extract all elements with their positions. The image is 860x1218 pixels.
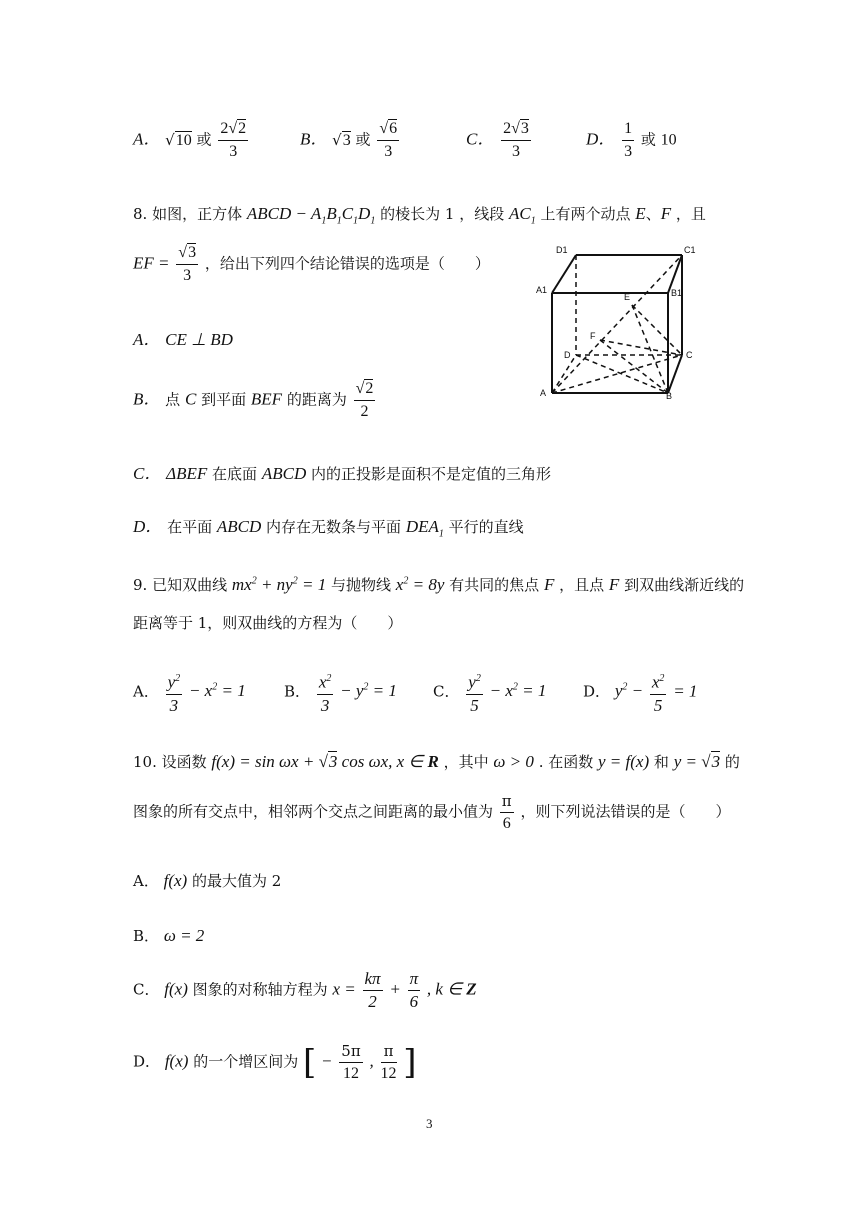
- q10-b-math: ω = 2: [163, 926, 205, 945]
- q8-a-label: A．: [133, 330, 161, 349]
- q10-text-e: 的: [724, 753, 740, 771]
- q10-pi6-frac: $\frac{\pi}{6}$: [501, 792, 512, 832]
- q8-b-label: B．: [133, 389, 161, 409]
- q8-c-abcd: ABCD: [261, 464, 307, 483]
- q7-option-c: [466, 118, 533, 163]
- q9-line1: [133, 574, 744, 595]
- q7-c-label: C．: [466, 129, 495, 149]
- q10-c-label: C．: [133, 980, 160, 999]
- q10-text-d: 和: [653, 753, 669, 771]
- label-b1: B1: [671, 288, 683, 298]
- q10-text-c: . 在函数: [538, 753, 594, 771]
- label-b: B: [666, 391, 673, 401]
- q8-b-text3: 的距离为: [286, 390, 347, 409]
- q10-d-comma: ,: [369, 1051, 374, 1071]
- q8-c-text1: 在底面: [212, 465, 258, 483]
- q8-line2: [133, 242, 490, 287]
- q10-a-text: 的最大值为 2: [192, 872, 282, 890]
- page-number: 3: [426, 1116, 433, 1131]
- q10-omega-pos: ω > 0: [493, 752, 534, 771]
- q7-c-fraction: $\frac{2√3}{3}$: [503, 120, 529, 160]
- q9-text-a: 9. 已知双曲线: [133, 576, 228, 594]
- q8-c-label: C．: [133, 464, 162, 483]
- q8-text3: ，且: [675, 205, 706, 223]
- q10-d-rbracket: ]: [403, 1042, 417, 1083]
- q7-d-label: D．: [586, 129, 616, 149]
- q8-line1: 8. 如图，正方体 ABCD − $A_1B_1C_1D_1$ 的棱长为 1 ，线段 $AC_1$ 上有两个动点 E、F ，且: [133, 204, 706, 227]
- q10-c-fx: f(x): [164, 979, 188, 999]
- label-a: A: [540, 388, 547, 398]
- q10-text-b: ，其中: [443, 753, 489, 771]
- q10-c-frac1: $\frac{k\pi}{2}$: [364, 969, 381, 1011]
- q10-d-text: 的一个增区间为: [193, 1052, 299, 1071]
- q9-b-frac: $\frac{x^2}{3}$: [317, 668, 334, 717]
- q9-c-label: C．: [433, 682, 460, 701]
- q8-d-abcd: ABCD: [216, 517, 262, 536]
- q8-ef-fraction: $\frac{√3}{3}$: [178, 244, 197, 284]
- q10-d-frac1: $\frac{5\pi}{12}$: [341, 1042, 361, 1082]
- q8-ef-eq: EF =: [133, 253, 170, 273]
- q10-option-b: [133, 925, 204, 946]
- q7-b-label: B．: [300, 129, 328, 149]
- q10-fx-def: f(x) = sin ωx + √3 cos ωx, x ∈ R: [211, 752, 439, 771]
- q8-b-c: C: [184, 389, 197, 409]
- q9-d-y2: $y^2$ −: [614, 681, 644, 701]
- q9-option-c: [433, 668, 546, 717]
- q7-d-fraction: $\frac{1}{3}$: [624, 120, 633, 160]
- q10-a-label: A．: [133, 872, 159, 890]
- q8-text1: 的棱长为 1 ，线段: [380, 205, 505, 223]
- q8-b-fraction: $\frac{√2}{2}$: [355, 380, 374, 420]
- cube-figure: [530, 238, 700, 408]
- q9-d-frac: $\frac{x^2}{5}$: [650, 668, 667, 717]
- q10-c-x-eq: x =: [332, 979, 356, 999]
- q9-d-label: D．: [583, 682, 611, 701]
- q10-d-frac2: $\frac{\pi}{12}$: [380, 1042, 397, 1082]
- q8-prefix: 8. 如图，正方体: [133, 205, 243, 223]
- q9-b-rest: − $y^2 = 1$: [340, 681, 397, 701]
- q8-d-text3: 平行的直线: [448, 518, 524, 536]
- q7-option-b: [300, 118, 401, 163]
- q10-d-minus: −: [321, 1051, 333, 1071]
- q7-a-sqrt10: √10: [165, 130, 192, 149]
- q10-option-c: [133, 968, 477, 1013]
- q9-a-frac: $\frac{y^2}{3}$: [166, 668, 183, 717]
- label-c: C: [686, 350, 693, 360]
- q9-a-label: A．: [133, 682, 159, 701]
- q10-c-kz: , k ∈ Z: [426, 979, 477, 999]
- q9-f1: F: [543, 575, 555, 594]
- label-c1: C1: [684, 245, 696, 255]
- q7-b-or: 或: [355, 130, 371, 149]
- q10-option-a: [133, 870, 281, 891]
- q9-text-b: 与抛物线: [331, 576, 392, 594]
- q10-option-d: [133, 1040, 417, 1085]
- q10-a-fx: f(x): [163, 871, 188, 890]
- q9-option-d: [583, 668, 697, 717]
- q7-a-label: A．: [133, 129, 161, 149]
- q8-b-bef: BEF: [250, 389, 283, 409]
- q9-option-a: [133, 668, 246, 717]
- q10-c-plus: +: [389, 979, 401, 999]
- q7-option-d: [586, 118, 677, 163]
- q9-line2: 距离等于 1，则双曲线的方程为（ ）: [133, 614, 403, 632]
- q9-option-b: [284, 668, 397, 717]
- q8-option-a: [133, 325, 233, 350]
- q9-a-rest: − $x^2 = 1$: [188, 681, 246, 701]
- q7-option-a: [133, 118, 250, 163]
- q9-c-rest: − $x^2 = 1$: [489, 681, 547, 701]
- q10-y-sqrt3: y = √3: [673, 752, 721, 771]
- q10-d-fx: f(x): [164, 1051, 189, 1071]
- q9-hyperbola: $mx^2 + ny^2 = 1$: [231, 575, 327, 594]
- q10-text-2b: ，则下列说法错误的是（ ）: [520, 802, 731, 821]
- q8-text2: 上有两个动点: [540, 205, 631, 223]
- q9-parabola: $x^2 = 8y$: [395, 575, 445, 594]
- q8-c-tri: ΔBEF: [166, 464, 208, 483]
- q9-text-d: ，且点: [559, 576, 605, 594]
- q8-option-d: [133, 512, 524, 539]
- q8-d-dea1: $DEA_1$: [405, 517, 444, 540]
- q7-a-fraction: $\frac{2√2}{3}$: [220, 120, 247, 160]
- q8-cube-name: ABCD − $A_1B_1C_1D_1$: [246, 204, 376, 227]
- q10-text-2a: 图象的所有交点中，相邻两个交点之间距离的最小值为: [133, 802, 494, 821]
- q8-d-label: D．: [133, 517, 163, 536]
- q9-text-c: 有共同的焦点: [449, 576, 540, 594]
- q10-d-lbracket: [: [302, 1042, 317, 1083]
- q8-c-text2: 内的正投影是面积不是定值的三角形: [311, 465, 552, 483]
- q8-d-text2: 内存在无数条与平面: [266, 518, 402, 536]
- q10-line2: [133, 790, 730, 835]
- q8-b-text2: 到平面: [201, 390, 247, 409]
- label-e: E: [624, 292, 631, 302]
- label-d: D: [564, 350, 571, 360]
- q8-f-point: F: [660, 204, 672, 223]
- q10-c-frac2: $\frac{\pi}{6}$: [409, 969, 419, 1011]
- label-d1: D1: [556, 245, 568, 255]
- q7-d-or: 或: [640, 130, 656, 149]
- q8-d-text1: 在平面: [167, 518, 213, 536]
- q7-b-sqrt3: √3: [332, 130, 351, 149]
- q10-line1: [133, 751, 740, 772]
- q10-d-label: D．: [133, 1052, 161, 1071]
- q8-text4: ，给出下列四个结论错误的选项是（ ）: [204, 254, 490, 273]
- label-a1: A1: [536, 285, 548, 295]
- q9-f2: F: [608, 575, 620, 594]
- q9-c-frac: $\frac{y^2}{5}$: [466, 668, 483, 717]
- q10-c-text: 图象的对称轴方程为: [192, 980, 328, 999]
- q10-text-a: 10. 设函数: [133, 753, 207, 771]
- q10-y-fx: y = f(x): [598, 752, 650, 771]
- q7-d-tail: 10: [660, 131, 677, 149]
- q8-ac1: $AC_1$: [508, 204, 536, 227]
- q9-b-label: B．: [284, 682, 311, 701]
- q9-text-e: 到双曲线渐近线的: [624, 576, 745, 594]
- q9-d-rest: = 1: [673, 681, 698, 701]
- q7-a-or: 或: [196, 130, 212, 149]
- q8-option-b: [133, 378, 377, 423]
- q8-option-c: [133, 459, 551, 484]
- q10-b-label: B．: [133, 927, 160, 945]
- q8-a-math: CE ⊥ BD: [165, 330, 233, 349]
- q8-ef-points: E: [635, 204, 646, 223]
- label-f: F: [590, 331, 596, 341]
- q7-b-fraction: $\frac{√6}{3}$: [379, 120, 398, 160]
- q8-b-text1: 点: [165, 390, 181, 409]
